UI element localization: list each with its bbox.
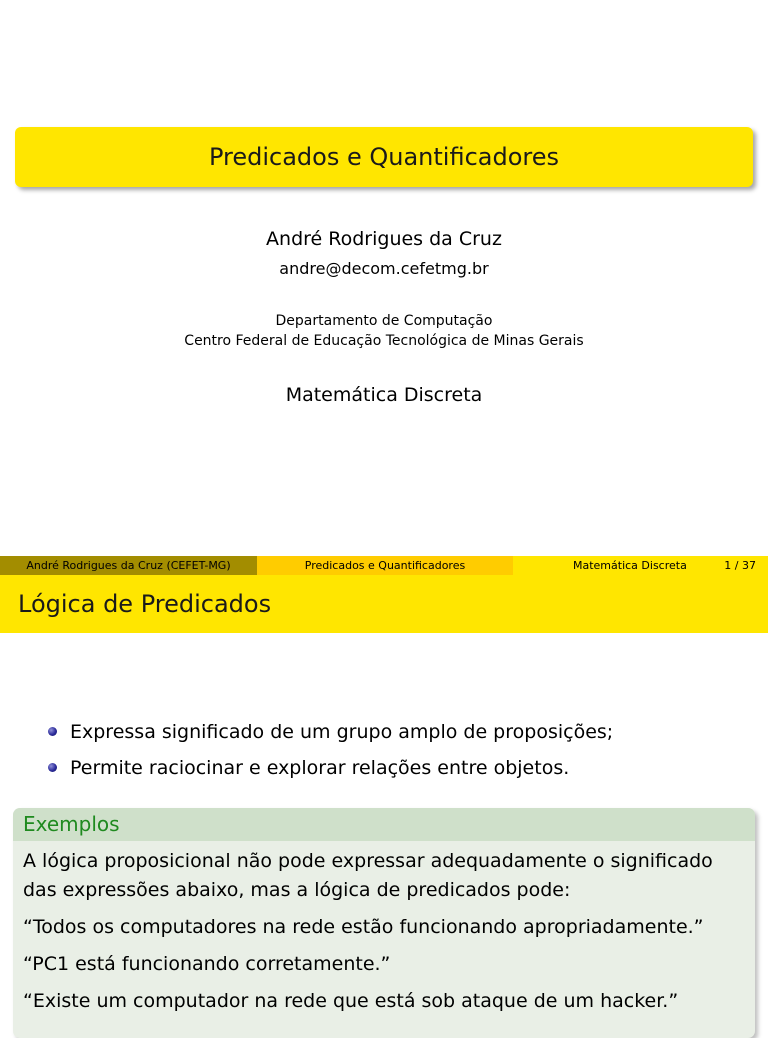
bullet-text: Expressa significado de um grupo amplo de proposições; bbox=[70, 721, 614, 743]
example-intro-line: A lógica proposicional não pode expressar adequadamente o significado bbox=[23, 850, 713, 872]
author-email: andre@decom.cefetmg.br bbox=[279, 259, 489, 278]
footer-course: Matemática Discreta bbox=[573, 559, 687, 572]
frame-title: Lógica de Predicados bbox=[18, 590, 272, 618]
presentation-title: Predicados e Quantificadores bbox=[208, 143, 560, 171]
bullet-text: Permite raciocinar e explorar relações entre objetos. bbox=[70, 757, 570, 779]
example-quote: “Todos os computadores na rede estão funcionando apropriadamente.” bbox=[23, 916, 704, 938]
footer-right bbox=[513, 556, 768, 575]
footer-title: Predicados e Quantificadores bbox=[257, 556, 513, 575]
presentation-title-box bbox=[15, 127, 753, 187]
frame-title-bar bbox=[0, 575, 768, 633]
footer-author-text: André Rodrigues da Cruz (CEFET-MG) bbox=[26, 559, 231, 572]
bullet-list bbox=[48, 715, 613, 787]
bullet-item bbox=[48, 715, 613, 751]
course-name: Matemática Discreta bbox=[285, 384, 483, 406]
slide-footer bbox=[0, 556, 768, 575]
department: Departamento de Computação bbox=[275, 313, 493, 329]
author-name: André Rodrigues da Cruz bbox=[266, 228, 502, 250]
example-intro-line: das expressões abaixo, mas a lógica de predicados pode: bbox=[23, 879, 571, 901]
bullet-icon bbox=[48, 727, 57, 736]
example-quote: “Existe um computador na rede que está sob ataque de um hacker.” bbox=[23, 990, 679, 1012]
example-block bbox=[13, 808, 755, 1038]
example-quote: “PC1 está funcionando corretamente.” bbox=[23, 953, 391, 975]
footer-author bbox=[0, 556, 257, 575]
institution: Centro Federal de Educação Tecnológica de Minas Gerais bbox=[184, 333, 584, 349]
bullet-item bbox=[48, 751, 613, 787]
bullet-icon bbox=[48, 763, 57, 772]
example-heading: Exemplos bbox=[13, 808, 755, 841]
example-body bbox=[13, 841, 755, 1016]
footer-page-number: 1 / 37 bbox=[724, 559, 756, 572]
